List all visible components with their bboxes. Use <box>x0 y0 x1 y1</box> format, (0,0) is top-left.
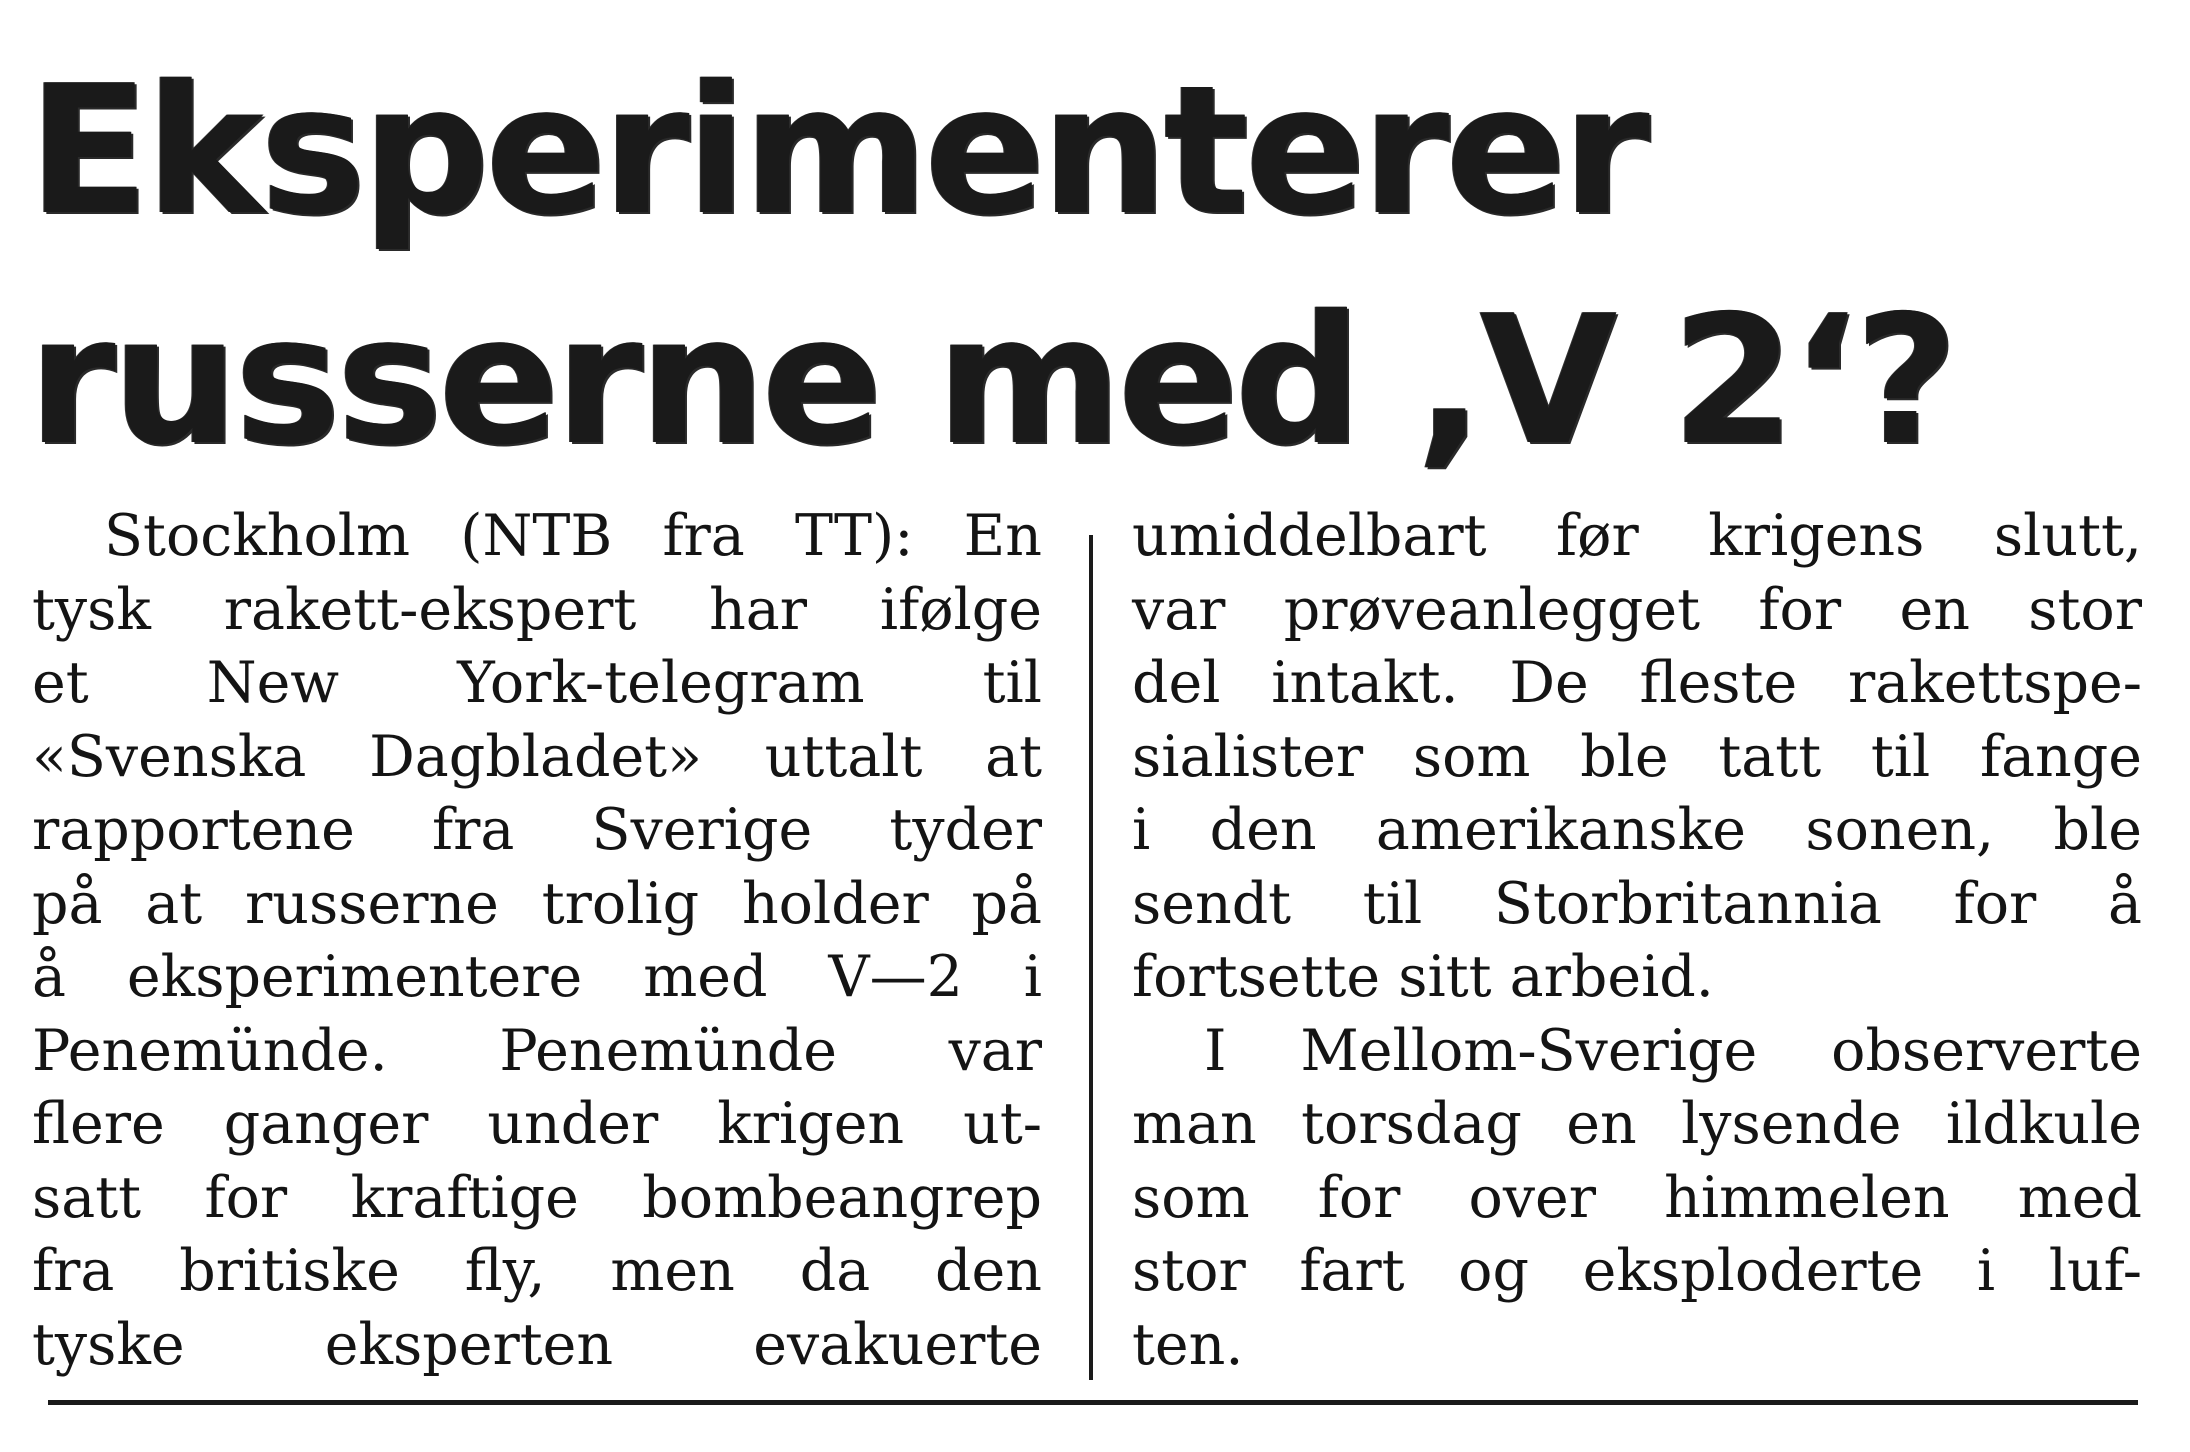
text-line: umiddelbart før krigens slutt, <box>1132 503 2142 569</box>
text-line: et New York-telegram til <box>32 650 1042 716</box>
headline-line-1: Eksperimenterer <box>28 47 1646 254</box>
bottom-rule <box>48 1400 2138 1405</box>
paragraph-3 <box>1132 1015 2142 1383</box>
column-divider <box>1089 535 1093 1380</box>
text-line: stor fart og eksploderte i luf- <box>1132 1238 2142 1304</box>
text-line: flere ganger under krigen ut- <box>32 1091 1042 1157</box>
text-line: ten. <box>1132 1311 1244 1378</box>
text-line: satt for kraftige bombeangrep <box>32 1164 1042 1231</box>
text-line: tysk rakett-ekspert har ifølge <box>32 576 1042 643</box>
article-column-left <box>32 500 1042 1382</box>
text-line: «Svenska Dagbladet» uttalt at <box>32 723 1042 790</box>
paragraph-1 <box>32 500 1042 1382</box>
text-line: som for over himmelen med <box>1132 1164 2142 1231</box>
text-line: man torsdag en lysende ildkule <box>1132 1091 2142 1157</box>
text-line: del intakt. De fleste rakettspe- <box>1132 650 2142 716</box>
text-line: fra britiske fly, men da den <box>32 1238 1042 1304</box>
text-line: tyske eksperten evakuerte <box>32 1311 1042 1378</box>
text-line: Penemünde. Penemünde var <box>32 1017 1042 1084</box>
text-line: i den amerikanske sonen, ble <box>1132 797 2142 863</box>
text-line: var prøveanlegget for en stor <box>1132 576 2142 643</box>
text-line: på at russerne trolig holder på <box>32 870 1042 937</box>
headline <box>28 36 2168 496</box>
text-line: fortsette sitt arbeid. <box>1132 944 1714 1010</box>
text-line: I Mellom-Sverige observerte <box>1204 1017 2142 1084</box>
text-line: Stockholm (NTB fra TT): En <box>104 503 1042 569</box>
headline-line-2: russerne med ,V 2‘? <box>28 277 1954 484</box>
paragraph-2 <box>1132 500 2142 1015</box>
text-line: å eksperimentere med V—2 i <box>32 944 1042 1010</box>
text-line: sialister som ble tatt til fange <box>1132 723 2142 790</box>
text-line: rapportene fra Sverige tyder <box>32 797 1042 863</box>
text-line: sendt til Storbritannia for å <box>1132 870 2142 937</box>
article-column-right <box>1132 500 2142 1382</box>
